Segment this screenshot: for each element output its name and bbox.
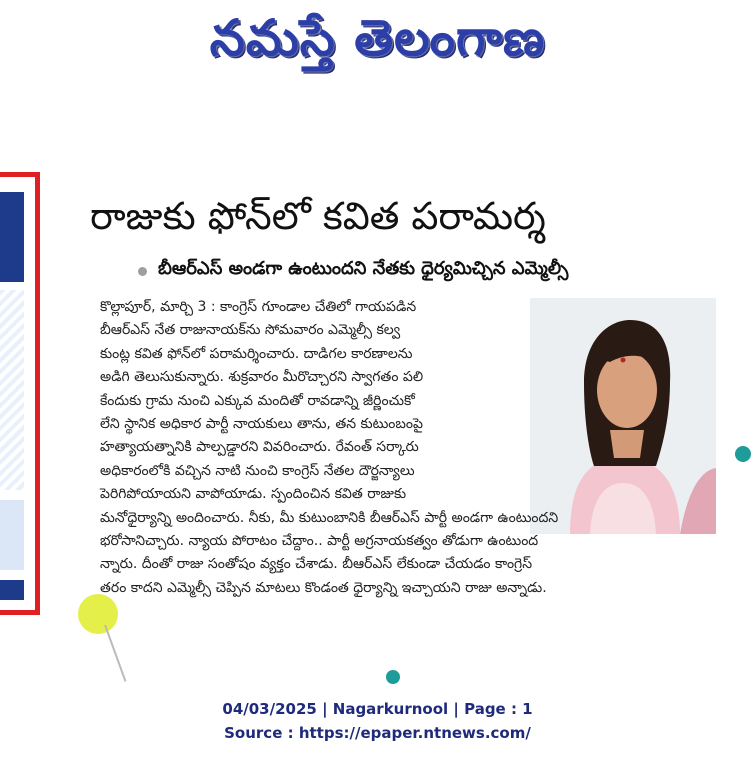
masthead [0, 0, 755, 75]
article-body-line: కేందుకు గ్రామ నుంచి ఎక్కువ మందితో రావడాన్ని జీర్ణించుకో [100, 392, 415, 409]
article-body-line: అడిగి తెలుసుకున్నారు. శుక్రవారం మీరొచ్చారని స్వాగతం పలి [100, 369, 424, 386]
article-body-line: తరం కాదని ఎమ్మెల్సీ చెప్పిన మాటలు కొండంత ధైర్యాన్ని ఇచ్చాయని రాజు అన్నాడు. [100, 579, 547, 596]
adjacent-ad-pattern [0, 290, 24, 490]
article-body-line: బీఆర్‌ఎస్ నేత రాజునాయక్‌ను సోమవారం ఎమ్మెల్సీ కల్వ [100, 322, 401, 339]
adjacent-ad-block-bottom [0, 580, 24, 600]
footer-source: Source : https://epaper.ntnews.com/ [224, 724, 531, 742]
article-body-line: భరోసానిచ్చారు. న్యాయ పోరాటం చేద్దాం.. పార్టీ అగ్రనాయకత్వం తోడుగా ఉంటుంద [100, 533, 539, 550]
article-body-line: మనోధైర్యాన్ని అందించారు. నీకు, మీ కుటుంబానికి బీఆర్‌ఎస్ పార్టీ అండగా ఉంటుందని [100, 509, 559, 526]
decorative-dot [386, 670, 400, 684]
article-body-line: కుంట్ల కవిత ఫోన్‌లో పరామర్శించారు. దాడిగల కారణాలను [100, 345, 413, 362]
news-clipping [0, 170, 755, 682]
article-body-line: లేని స్థానిక అధికార పార్టీ నాయకులు తాను, తన కుటుంబంపై [100, 416, 423, 433]
article-body [100, 296, 558, 600]
adjacent-ad-block [0, 192, 24, 282]
article-body-line: న్నారు. దీంతో రాజు సంతోషం వ్యక్తం చేశాడు. బీఆర్‌ఎస్ లేకుండా చేయడం కాంగ్రెస్ [100, 556, 533, 573]
article-body-line: అధికారంలోకి వచ్చిన నాటి నుంచి కాంగ్రెస్ నేతల దౌర్జన్యాలు [100, 462, 415, 479]
article-body-line: కొల్లాపూర్, మార్చి 3 : కాంగ్రెస్ గూండాల చేతిలో గాయపడిన [100, 299, 417, 315]
adjacent-ad-block-light [0, 500, 24, 570]
decorative-circle [78, 594, 118, 634]
decorative-dot [735, 446, 751, 462]
footer-date-edition: 04/03/2025 | Nagarkurnool | Page : 1 [222, 700, 533, 718]
masthead-logo: నమస్తే తెలంగాణ [209, 9, 546, 67]
decorative-line [104, 625, 126, 682]
article-headline: రాజుకు ఫోన్‌లో కవిత పరామర్శ [90, 194, 546, 238]
article-body-line: పెరిగిపోయాయని వాపోయాడు. స్పందించిన కవిత రాజుకు [100, 486, 407, 503]
article-body-line: హత్యాయత్నానికి పాల్పడ్డారని వివరించారు. రేవంత్ సర్కారు [100, 439, 419, 456]
article-subheadline: బీఆర్‌ఎస్ అండగా ఉంటుందని నేతకు ధైర్యమిచ్చిన ఎమ్మెల్సీ [158, 258, 569, 279]
bullet-icon [138, 267, 147, 276]
